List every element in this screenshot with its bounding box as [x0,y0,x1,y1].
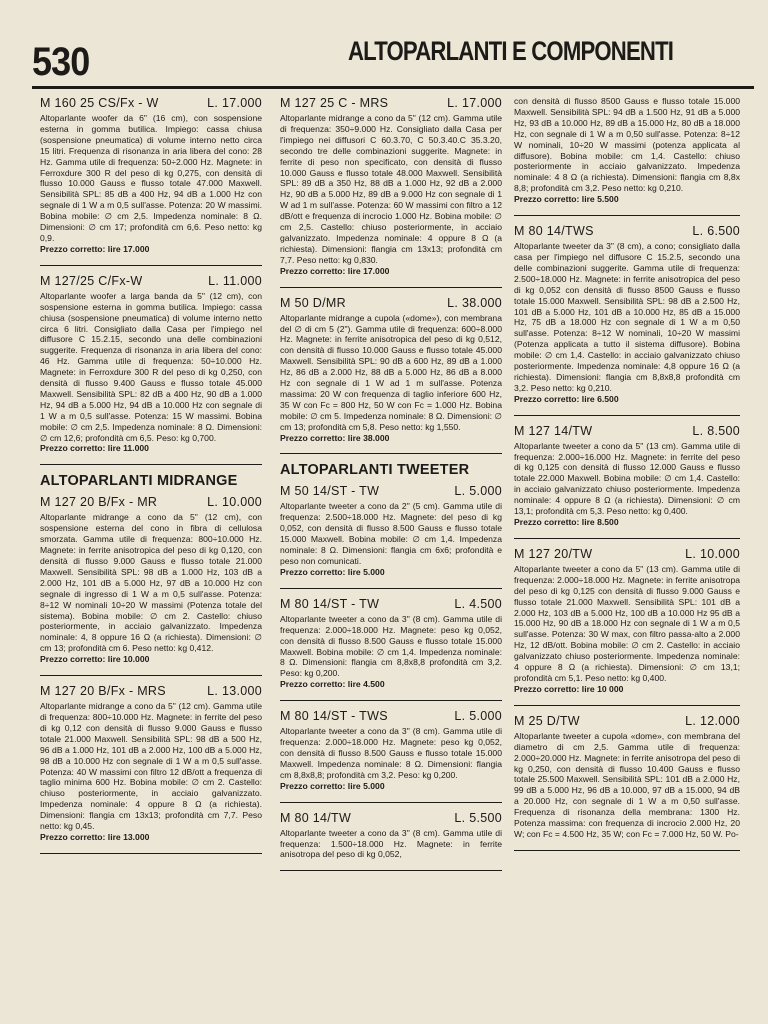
product-entry [514,714,740,840]
product-description: con densità di flusso 8500 Gauss e flusso totale 15.000 Maxwell. Sensibilità SPL: 94 dB a 1.500 Hz, 91 dB a 5.000 Hz, 93 dB a 10.000 Hz, 89 dB a 15.000 Hz, 80 dB a 18.000 Hz, con segnale di 1 W a m 0,50 sull'asse. Potenza: 8÷12 W nominali, 10÷20 W massimi (potenza applicata al diffusore). Bobina mobile: cm 1,4. Castello: chiuso posteriormente in acciaio galvanizzato. Impedenza nominale: 4 8 Ω (a richiesta). Dimensioni: flangia cm 8,8x 8,8; profondità cm 3,2. Peso netto: kg 0,210. [514,96,740,194]
section-title: ALTOPARLANTI E COMPONENTI [348,36,674,66]
product-header [280,484,502,498]
product-entry [40,495,262,665]
product-entry [280,484,502,577]
page-number: 530 [32,40,90,84]
product-code: M 127 20 B/Fx - MR [40,495,158,510]
price-line: Prezzo corretto: lire 10.000 [40,654,150,665]
column-2 [280,96,502,879]
product-description: Altoparlante midrange a cono da 5" (12 cm). Gamma utile di frequenza: 350÷9.000 Hz. Consigliato dalla Casa per l'impiego nei diffusori C 60.3.70, C 50.3.40.C 35.3.20, secondo tre delle combinazioni suggerite. Magnete: in ferrite di peso non specificato, con densità di flusso 10.000 Gauss e flusso totale 48.000 Maxwell. Sensibilità SPL: 89 dB a 350 Hz, 88 dB a 1.000 Hz, 92 dB a 2.000 Hz, 90 dB a 5.000 Hz, 89 dB a 9.000 Hz con segnale di 1 W ad 1 m sull'asse. Potenza: 60 W massimi con filtro a 12 dB/ott e frequenza di incrocio 1.000 Hz. Bobina mobile: ∅ cm 2,5. Castello: chiuso posteriormente, in acciaio galvanizzato. Impedenza nominale: 4 oppure 8 Ω (a richiesta). Dimensioni: flangia cm 13x13; profondità cm 7,7. Peso netto: kg 0,830. [280,113,502,265]
product-entry [280,296,502,444]
price-line: Prezzo corretto: lire 17.000 [280,265,390,276]
product-entry [280,597,502,690]
product-header [40,96,262,110]
price-line: Prezzo corretto: lire 5.500 [514,194,619,205]
product-price: L. 17.000 [207,96,262,110]
product-entry [40,684,262,843]
entry-divider [40,265,262,266]
price-line: Prezzo corretto: lire 11.000 [40,443,149,454]
price-line: Prezzo corretto: lire 13.000 [40,831,150,842]
product-code: M 127 14/TW [514,423,593,438]
product-price: L. 5.000 [454,709,502,724]
product-header [280,96,502,110]
product-description: Altoparlante tweeter a cono da 3" (8 cm). Gamma utile di frequenza: 1.500÷18.000 Hz. Magnete: in ferrite anisotropa del peso di kg 0,052, [280,827,502,860]
category-heading: ALTOPARLANTI TWEETER [280,462,470,479]
price-line: Prezzo corretto: lire 38.000 [280,432,390,443]
product-price: L. 10.000 [207,495,262,510]
price-line: Prezzo corretto: lire 6.500 [514,393,619,404]
product-entry [514,224,740,405]
product-entry [514,547,740,695]
product-code: M 80 14/TWS [514,224,594,239]
entry-divider [280,700,502,701]
entry-divider [514,215,740,216]
product-description: Altoparlante tweeter a cono da 3" (8 cm). Gamma utile di frequenza: 2.000÷18.000 Hz. Magnete: peso kg 0,052, con densità di flusso 8.500 Gauss e flusso totale 15.000 Maxwell. Bobina mobile: ∅ cm 1,4. Impedenza nominale: 8 Ω. Dimensioni: flangia cm 8,8x8,8 profondità cm 3,2. Peso: kg 0,200. [280,613,502,679]
entry-divider [514,850,740,851]
product-price: L. 11.000 [208,273,262,288]
entry-divider [280,453,502,454]
product-header [40,274,262,288]
product-entry [280,709,502,791]
product-description: Altoparlante midrange a cono da 5" (12 cm), con sospensione esterna del cono in fibra di cellulosa smorzata. Gamma utile di frequenza: 800÷10.000 Hz. Magnete: in ferrite anisotropica del peso di kg 0,120, con densità di flusso 9.000 Gauss e flusso totale 21.000 Maxwell. Sensibilità SPL: 98 dB a 1.000 Hz, 103 dB a 2.000 Hz, 101 dB a 5.000 Hz, 97 dB a 10.000 Hz con segnale di ingresso di 1 W a m 0,5 sull'asse. Potenza: 8÷12 W nominali 10÷20 W massimi (Potenza totale del sistema). Bobina mobile: ∅ cm 2. Castello: chiuso posteriormente, in acciaio galvanizzato. Impedenza nominale: 4, 8 oppure 16 Ω (a richiesta). Dimensioni: ∅ cm 13; profondità cm 6. Peso netto: kg 0,412. [40,512,262,654]
product-header [514,714,740,728]
product-code: M 160 25 CS/Fx - W [40,96,159,110]
product-header [280,709,502,723]
entry-divider [514,538,740,539]
product-description: Altoparlante tweeter da 3" (8 cm), a cono; consigliato dalla casa per l'impiego nel diffusore C 15.2.5, secondo una delle combinazioni suggerite. Gamma utile di frequenza: 2.500÷18.000 Hz. Magnete: in ferrite anisotropica del peso di kg 0,052 con densità di flusso 8500 Gauss e flusso totale 15.000 Maxwell. Sensibilità SPL: 98 dB a 2.500 Hz, 101 dB a 5.000 Hz, 101 dB a 10.000 Hz, 85 dB a 15.000 Hz, 75 dB a 18.000 Hz con segnale di 1 W a m 0,50 sull'asse. Potenza: 8÷12 W nominali, 10÷20 W massimi (Potenza applicata a tutto il sistema diffusore). Bobina mobile: ∅ cm 1,4. Castello: in acciaio galvanizzato chiuso posteriormente. Impedenza nominale: 4,8 oppure 16 Ω (a richiesta). Dimensioni: flangia cm 8,8x8,8 profondità cm 3,2. Peso netto: kg 0,210. [514,241,740,393]
product-description: Altoparlante tweeter a cono da 3" (8 cm). Gamma utile di frequenza: 2.000÷18.000 Hz. Magnete: peso kg 0,052, con densità di flusso 8.500 Gauss e flusso totale 15.000 Maxwell. Impedenza nominale: 8 Ω. Dimensioni: flangia cm 8,8x8,8; profondità cm 3,2. Peso: kg 0,200. [280,726,502,780]
product-header [280,811,502,825]
product-description: Altoparlante woofer a larga banda da 5" (12 cm), con sospensione esterna in gomma butilica. Impiego: cassa chiusa (sospensione pneumatica) di volume interno netto circa 6 litri. Consigliato dalla Casa per l'impiego nel diffusore C 15.2.15, secondo una delle combinazioni suggerite. Frequenza di risonanza in aria libera del cono: 46 Hz. Gamma utile di frequenza: 50÷10.000 Hz. Magnete: in Ferroxdure 300 R del peso di kg 0,250, con densità di flusso 9.400 Gauss e flusso totale 45.000 Maxwell. Sensibilità SPL: 82 dB a 400 Hz, 90 dB a 1.000 Hz, 94 dB a 5.000 Hz, 94 dB a 10.000 Hz con segnale di 1 W a m 0,5 sull'asse. Potenza: 15 W massimi. Bobina mobile: ∅ cm 2,5. Impedenza nominale: 8 Ω. Dimensioni: ∅ cm 12,6; profondità cm 6,5. Peso: kg 0,700. [40,290,262,443]
product-description: Altoparlante midrange a cupola («dome»), con membrana del ∅ di cm 5 (2"). Gamma utile di frequenza: 600÷8.000 Hz. Magnete: in ferrite anisotropica del peso di kg 0,512, con densità di flusso 10.000 Gauss e flusso totale 45.000 Maxwell. Sensibilità SPL: 90 dB a 600 Hz, 89 dB a 1.000 Hz, 86 dB a 2.000 Hz, 88 dB a 5.000 Hz, 86 dB a 8.000 Hz con segnale di 1 W ad 1 m sull'asse. Potenza massima: 20 W con frequenza di taglio inferiore 600 Hz, 35 W con Fc = 800 Hz, 50 W con Fc = 1.000 Hz. Bobina mobile: ∅ cm 5. Impedenza nominale: 8 Ω. Dimensioni: ∅ cm 13; profondità cm 5,8. Peso netto: kg 1,550. [280,312,502,432]
product-price: L. 12.000 [685,713,740,728]
entry-divider [280,802,502,803]
product-description: Altoparlante tweeter a cono da 2" (5 cm). Gamma utile di frequenza: 2.500÷18.000 Hz. Magnete: del peso di kg 0,052, con densità di flusso 8.500 Gauss e flusso totale 15.000 Maxwell. Bobina mobile: ∅ cm 1,4. Impedenza nominale: 8 Ω. Dimensioni: flangia cm 6x6; profondità e peso non comunicati. [280,501,502,566]
product-price: L. 38.000 [447,295,502,310]
product-code: M 80 14/ST - TWS [280,709,388,724]
header-rule [32,86,754,89]
entry-divider [40,853,262,854]
product-code: M 127/25 C/Fx-W [40,273,143,288]
product-price: L. 17.000 [447,96,502,110]
entry-divider [514,415,740,416]
product-header [280,296,502,310]
product-code: M 127 20/TW [514,546,593,561]
product-header [280,597,502,611]
product-header [514,424,740,438]
entry-divider [514,705,740,706]
product-code: M 127 25 C - MRS [280,96,389,110]
product-code: M 50 D/MR [280,295,346,310]
product-code: M 50 14/ST - TW [280,484,380,499]
product-entry [40,274,262,455]
product-header [514,547,740,561]
product-header [514,224,740,238]
product-description: Altoparlante tweeter a cono da 5" (13 cm). Gamma utile di frequenza: 2.000÷16.000 Hz. Magnete: in ferrite del peso di kg 0,125 con densità di flusso 12.000 Gauss e flusso totale 22.000 Maxwell. Bobina mobile: ∅ cm 1,4. Castello: in acciaio galvanizzato chiuso posteriormente. Impedenza nominale: 4 oppure 8 Ω (a richiesta). Dimensioni: ∅ cm 13,1; profondità cm 5,3. Peso netto: kg 0,400. [514,440,740,517]
price-line: Prezzo corretto: lire 4.500 [280,679,385,690]
product-code: M 25 D/TW [514,713,580,728]
product-price: L. 5.500 [454,810,502,825]
price-line: Prezzo corretto: lire 8.500 [514,517,619,527]
product-price: L. 4.500 [454,596,502,611]
product-price: L. 5.000 [454,484,502,499]
product-code: M 80 14/ST - TW [280,596,380,611]
price-line: Prezzo corretto: lire 10 000 [514,683,624,694]
product-entry-continued [514,96,740,205]
product-code: M 127 20 B/Fx - MRS [40,684,166,699]
product-price: L. 10.000 [685,546,740,561]
price-line: Prezzo corretto: lire 5.000 [280,780,385,791]
category-heading: ALTOPARLANTI MIDRANGE [40,473,238,490]
entry-divider [40,464,262,465]
product-entry [514,424,740,528]
product-entry [280,96,502,277]
product-price: L. 13.000 [207,684,262,699]
price-line: Prezzo corretto: lire 5.000 [280,566,385,577]
entry-divider [40,675,262,676]
product-description: Altoparlante midrange a cono da 5" (12 cm). Gamma utile di frequenza: 800÷10.000 Hz. Magnete: in ferrite del peso di kg 0,12 con densità di flusso 9.000 Gauss e flusso totale 21.000 Maxwell. Sensibilità SPL: 98 dB a 500 Hz, 96 dB a 1.000 Hz, 101 dB a 2.000 Hz, 100 dB a 5.000 Hz, 98 dB a 10.000 Hz con segnale di 1 W a m 0,5 sull'asse. Potenza: 40 W massimi con filtro 12 dB/ott a frequenza di taglio minima 600 Hz. Bobina mobile: ∅ cm 2. Castello: chiuso posteriormente, in acciaio galvanizzato. Impedenza nominale: 4 oppure 8 Ω (a richiesta). Dimensioni: flangia cm 13x13; profondità cm 7,7. Peso netto: kg 0,45. [40,701,262,832]
price-line: Prezzo corretto: lire 17.000 [40,243,150,254]
product-entry [280,811,502,861]
product-description: Altoparlante tweeter a cono da 5" (13 cm). Gamma utile di frequenza: 2.000÷18.000 Hz. Magnete: in ferrite anisotropa del peso di kg 0,125 con densità di flusso 9.000 Gauss e flusso totale 21.000 Maxwell. Sensibilità SPL: 101 dB a 2.000 Hz, 103 dB a 5.000 Hz, 100 dB a 10.000 Hz 95 dB a 15.000 Hz, 90 dB a 18.000 Hz con segnale di 1 W a m 0,5 sull'asse. Potenza: 30 W max, con filtro passa-alto a 2.000 Hz, 12 dB/ott. Bobina mobile: ∅ cm 2. Castello: in acciaio galvanizzato chiuso posteriormente. Impedenza nominale: 4 oppure 8 Ω (a richiesta). Dimensioni: ∅ cm 13,1; profondità cm 5,1. Peso netto: kg 0,400. [514,563,740,683]
entry-divider [280,588,502,589]
product-description: Altoparlante woofer da 6" (16 cm), con sospensione esterna in gomma butilica. Impiego: cassa chiusa (sospensione pneumatica) di volume interno netto circa 15 litri. Frequenza di risonanza in aria libera del cono: 28 Hz. Gamma utile di frequenza: 50÷2.000 Hz. Magnete: in Ferroxdure 300 R del peso di kg 0,275, con densità di flusso 10.000 Gauss e flusso totale 47.000 Maxwell. Sensibilità SPL: 85 dB a 400 Hz, 94 dB a 1.000 Hz con segnale di 1 W a m 0,5 sull'asse. Potenza: 20 W massimi. Bobina mobile: ∅ cm 2,5. Impedenza nominale: 8 Ω. Dimensioni: ∅ cm 17; profondità cm 6,6. Peso netto: kg 0,9. [40,113,262,243]
product-price: L. 6.500 [692,224,740,239]
product-header [40,684,262,698]
product-entry [40,96,262,255]
column-3 [514,96,740,859]
product-header [40,495,262,509]
entry-divider [280,287,502,288]
column-1 [40,96,262,862]
product-price: L. 8.500 [692,423,740,438]
entry-divider [280,870,502,871]
product-code: M 80 14/TW [280,810,352,825]
product-description: Altoparlante tweeter a cupola «dome», con membrana del diametro di cm 2,5. Gamma utile di frequenza: 2.000÷20.000 Hz. Magnete: in ferrite anisotropa del peso di kg 0,250, con densità di flusso 10.400 Gauss e flusso totale 25.500 Maxwell. Sensibilità SPL: 101 dB a 2.000 Hz, 99 dB a 5.000 Hz, 96 dB a 10.000, 97 dB a 15.000, 94 dB a 20.000 Hz, con segnale di 1 W a m 0,50 sull'asse. Frequenza di risonanza della membrana: 1300 Hz. Potenza massima: con frequenza di incrocio 2.000 Hz, 20 W; con Fc = 4.500 Hz, 35 W; con Fc = 7.000 Hz, 50 W. Po- [514,730,740,839]
